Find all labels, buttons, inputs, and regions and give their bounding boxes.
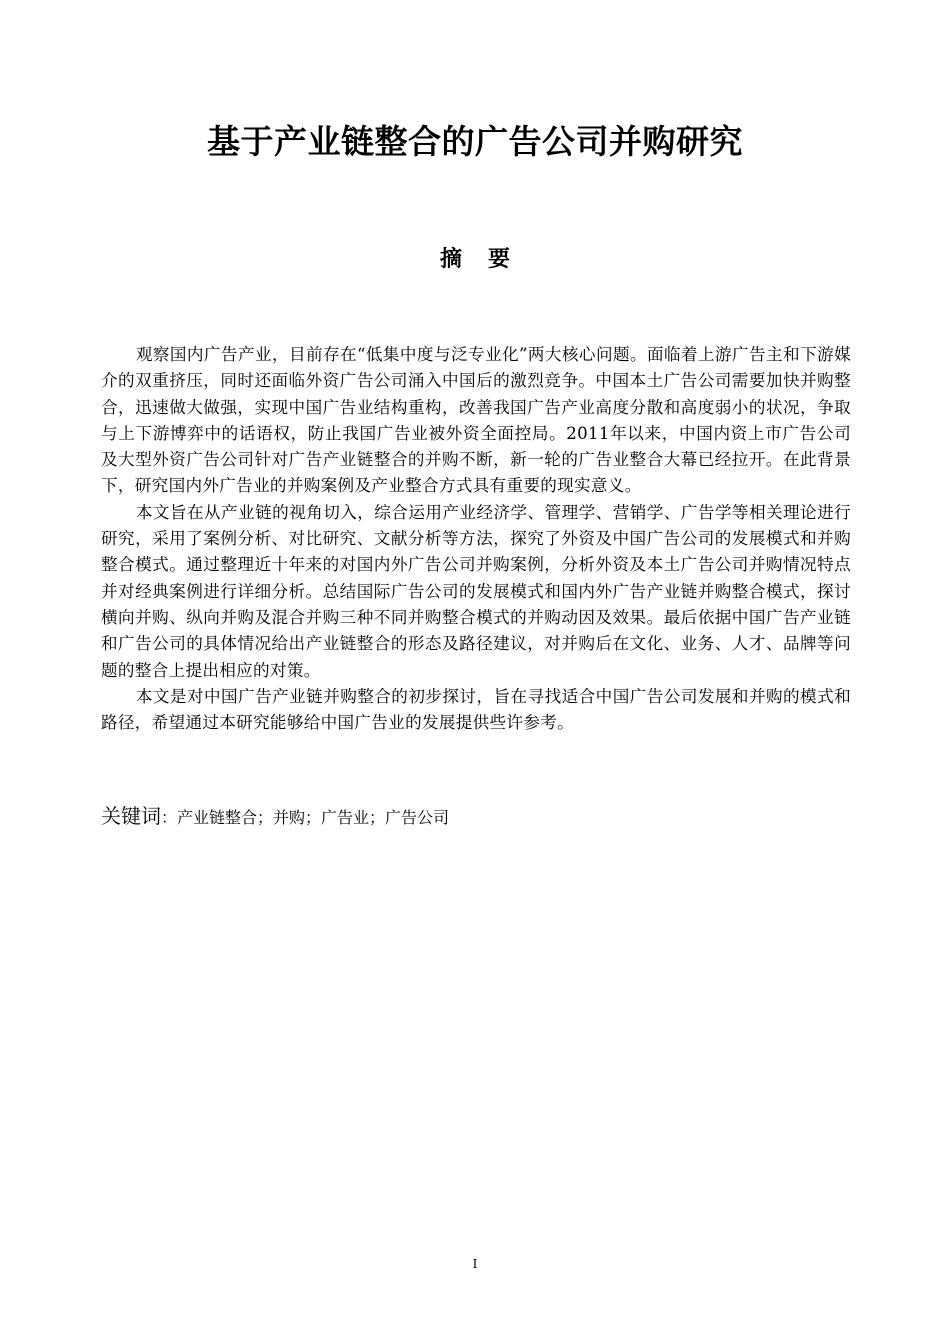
abstract-heading	[0, 244, 950, 276]
abstract-paragraph-2: 本文旨在从产业链的视角切入，综合运用产业经济学、管理学、营销学、广告学等相关理论进行研究，采用了案例分析、对比研究、文献分析等方法，探究了外资及中国广告公司的发展模式和并购整合模式。通过整理近十年来的对国内外广告公司并购案例，分析外资及本土广告公司并购情况特点并对经典案例进行详细分析。总结国际广告公司的发展模式和国内外广告产业链并购整合模式，探讨横向并购、纵向并购及混合并购三种不同并购整合模式的并购动因及效果。最后依据中国广告产业链和广告公司的具体情况给出产业链整合的形态及路径建议，对并购后在文化、业务、人才、品牌等问题的整合上提出相应的对策。	[101, 502, 851, 680]
keywords-list: 产业链整合；并购；广告业；广告公司	[177, 808, 450, 827]
keywords-label: 关键词	[101, 804, 161, 828]
abstract-heading-second-char: 要	[488, 247, 511, 272]
abstract-heading-first-char: 摘	[439, 247, 462, 272]
abstract-paragraph-3: 本文是对中国广告产业链并购整合的初步探讨，旨在寻找适合中国广告公司发展和并购的模式和路径，希望通过本研究能够给中国广告业的发展提供些许参考。	[101, 686, 851, 733]
page-number: I	[472, 1257, 478, 1271]
keywords-separator: ：	[161, 808, 178, 827]
document-title: 基于产业链整合的广告公司并购研究	[207, 122, 743, 161]
abstract-paragraph-1: 观察国内广告产业，目前存在“低集中度与泛专业化”两大核心问题。面临着上游广告主和下游媒介的双重挤压，同时还面临外资广告公司涌入中国后的激烈竞争。中国本土广告公司需要加快并购整合，迅速做大做强，实现中国广告业结构重构，改善我国广告产业高度分散和高度弱小的状况，争取与上下游博弈中的话语权，防止我国广告业被外资全面控局。2011年以来，中国内资上市广告公司及大型外资广告公司针对广告产业链整合的并购不断，新一轮的广告业整合大幕已经拉开。在此背景下，研究国内外广告业的并购案例及产业整合方式具有重要的现实意义。	[101, 345, 851, 496]
abstract-body	[101, 342, 851, 736]
keywords-line	[101, 801, 851, 833]
